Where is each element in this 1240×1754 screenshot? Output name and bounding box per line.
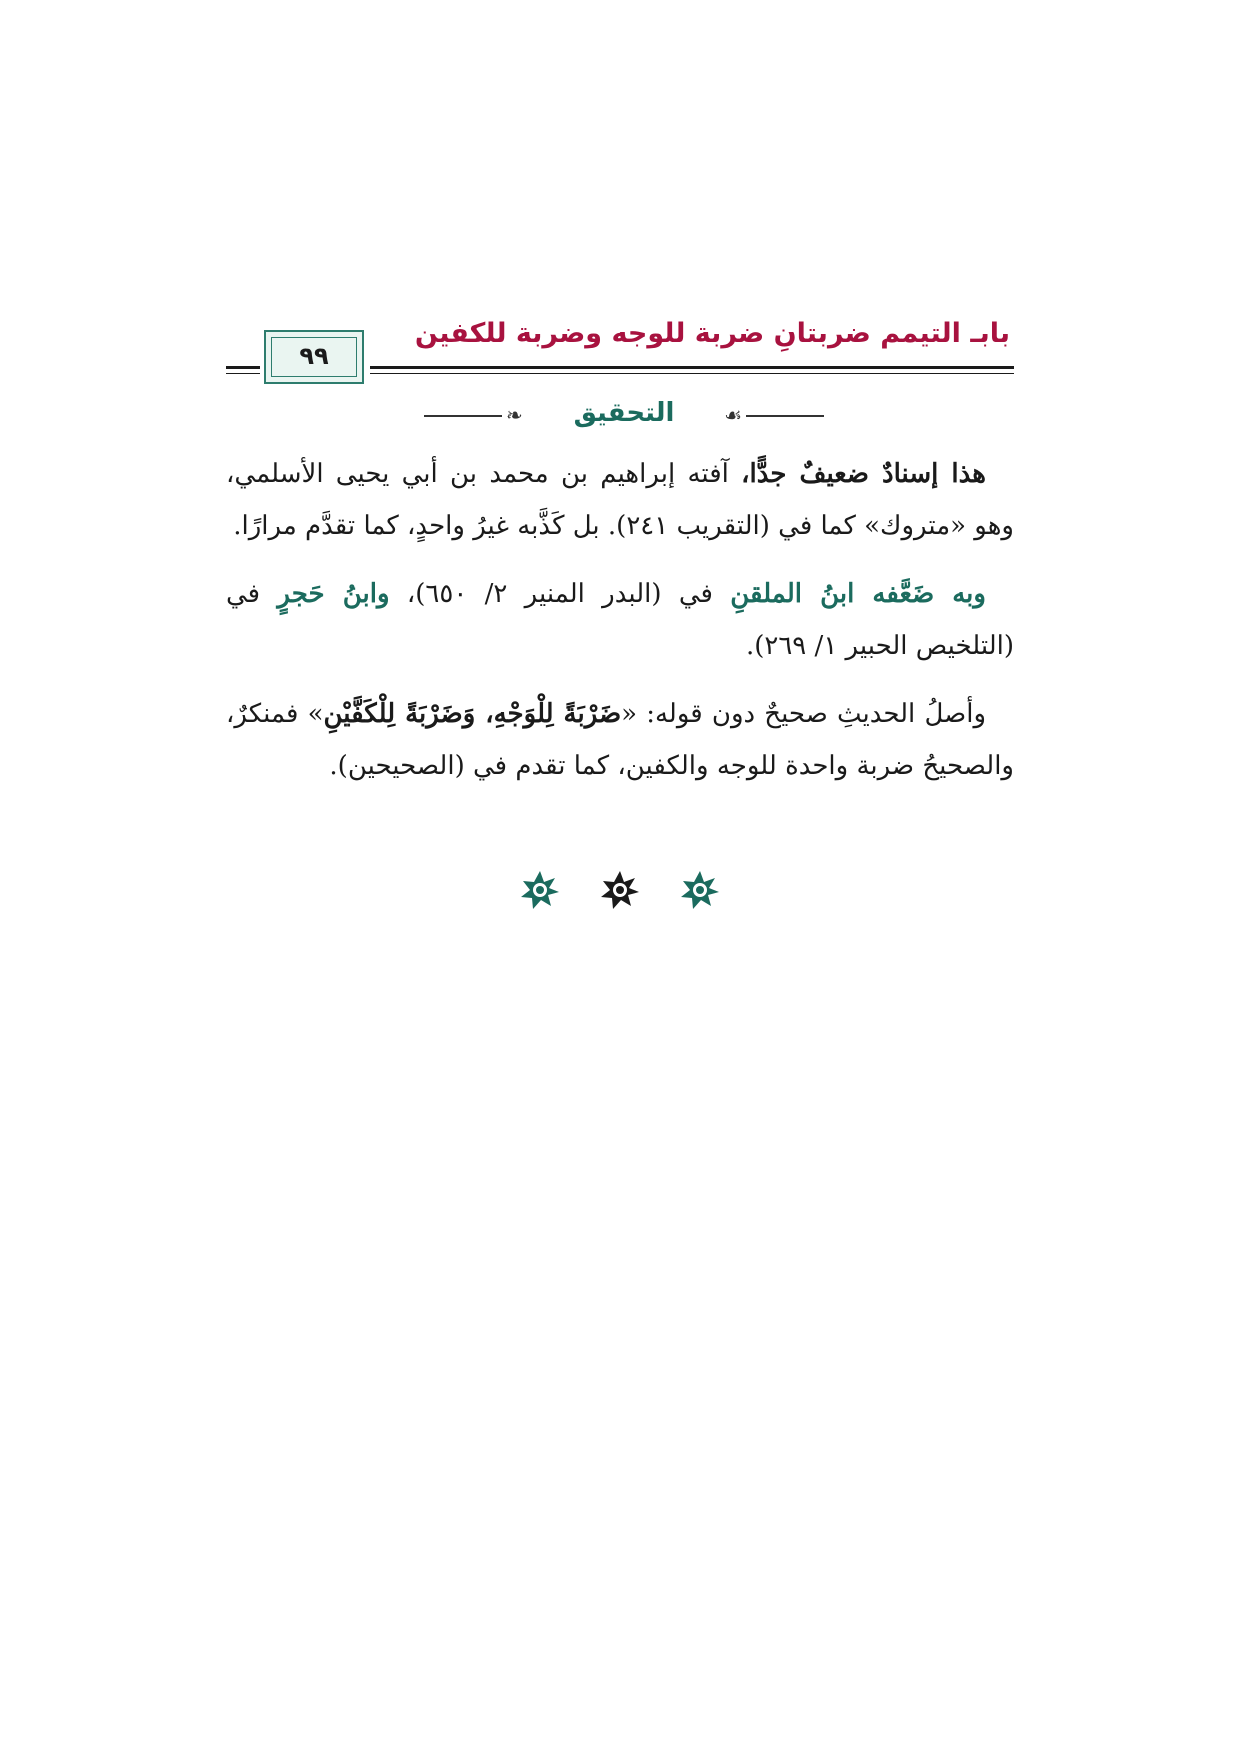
page-number: ٩٩ [299,342,329,370]
text-run: في (التلخيص الحبير ١/ ٢٦٩). [226,579,1014,661]
flourish-icon: ☙ [724,403,742,427]
star-ornament-icon [680,870,720,910]
body-text [226,448,1014,808]
paragraph [226,568,1014,672]
header-rule-left [226,366,260,374]
text-run: وبه ضَعَّفه ابنُ الملقنِ [730,579,986,609]
paragraph [226,448,1014,552]
paragraph [226,688,1014,792]
star-ornament-icon [600,870,640,910]
star-ornament-icon [520,870,560,910]
header-rule-right [370,366,1014,374]
chapter-title: بابـ التيمم ضربتانِ ضربة للوجه وضربة للكفين [414,318,1010,349]
text-run: هذا إسنادٌ ضعيفٌ جدًّا، [741,459,986,489]
section-heading [424,400,824,430]
text-run: وأصلُ الحديثِ صحيحٌ دون قوله: « [621,699,986,729]
page-number-frame [264,330,364,384]
section-title: التحقيق [573,398,675,428]
flourish-icon: ❧ [506,403,523,427]
text-run: وابنُ حَجرٍ [277,579,390,609]
text-run: في (البدر المنير ٢/ ٦٥٠)، [389,579,731,609]
text-run: آفته إبراهيم بن محمد بن أبي يحيى الأسلمي، وهو «متروك» كما في (التقريب ٢٤١). بل كَذَّبه غيرُ واحدٍ، كما تقدَّم مرارًا. [226,459,1014,541]
section-end-ornaments [520,868,720,912]
text-run: ضَرْبَةً لِلْوَجْهِ، وَضَرْبَةً لِلْكَفَّيْنِ [323,699,622,729]
section-line-right [746,415,824,417]
text-run: » فمنكرٌ، والصحيحُ ضربة واحدة للوجه والكفين، كما تقدم في (الصحيحين). [226,699,1014,781]
page-header [226,318,1014,390]
